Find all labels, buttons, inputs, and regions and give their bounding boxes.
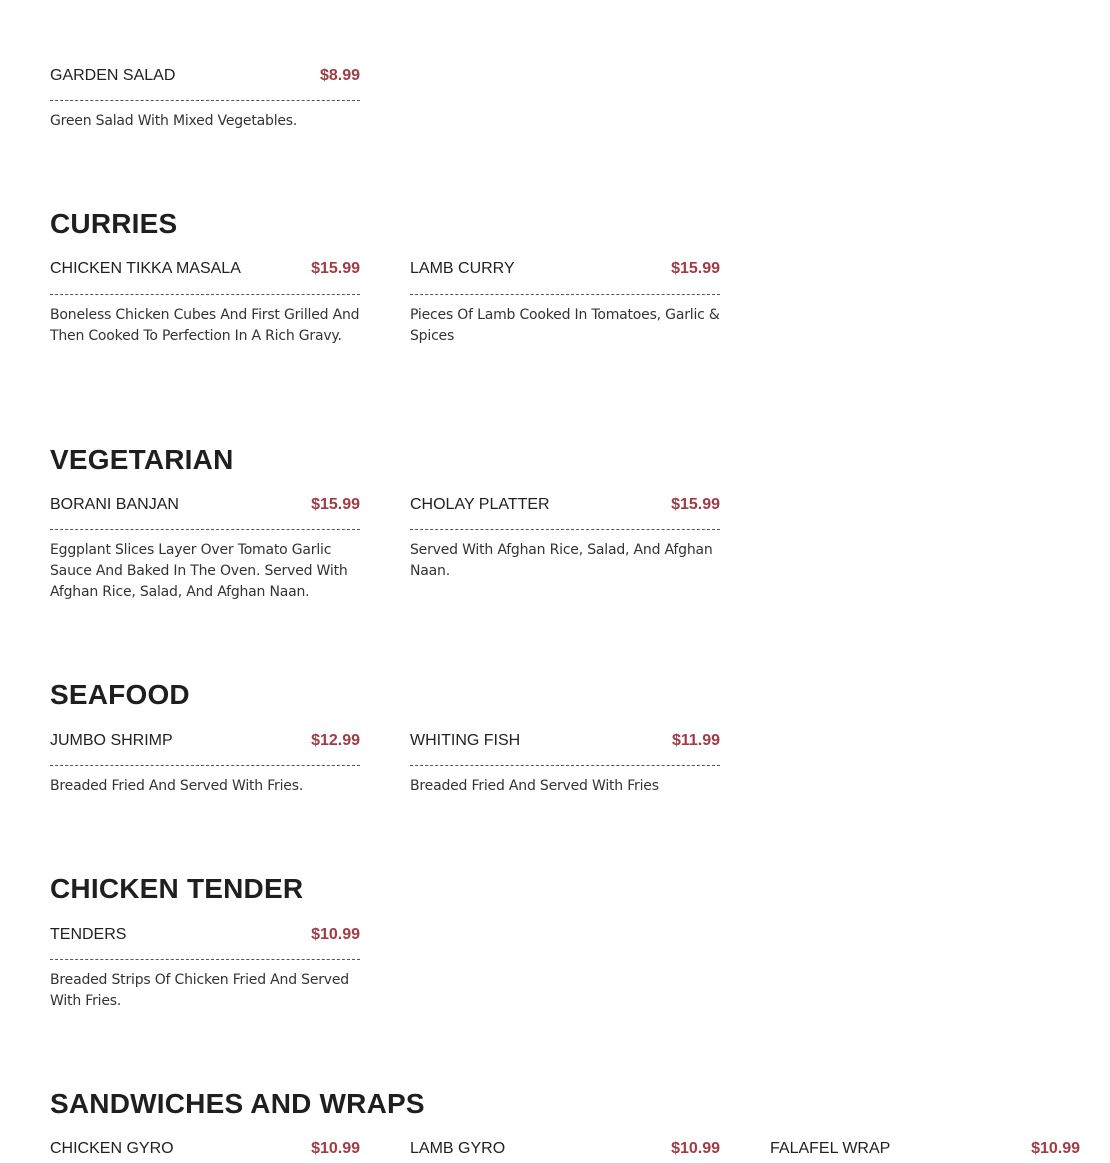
menu-item-name: CHICKEN GYRO xyxy=(50,1140,174,1157)
menu-item-header xyxy=(50,495,360,530)
menu-item-description: Green Salad With Mixed Vegetables. xyxy=(50,113,298,129)
menu-item-header xyxy=(50,259,360,295)
menu-item-lamb-gyro xyxy=(410,1139,720,1163)
menu-item-garden-salad xyxy=(50,66,360,132)
menu-item-price: $10.99 xyxy=(311,926,360,943)
section-title-seafood: SEAFOOD xyxy=(50,679,190,710)
menu-item-lamb-curry xyxy=(410,259,720,347)
menu-item-price: $15.99 xyxy=(311,496,360,513)
menu-item-price: $11.99 xyxy=(671,732,720,749)
menu-item-name: TENDERS xyxy=(50,926,127,943)
menu-item-price: $10.99 xyxy=(1031,1140,1080,1157)
menu-item-name: GARDEN SALAD xyxy=(50,67,176,84)
menu-item-price: $8.99 xyxy=(319,67,360,84)
menu-item-header xyxy=(410,495,720,530)
menu-item-price: $12.99 xyxy=(311,732,360,749)
menu-item-name: LAMB GYRO xyxy=(410,1140,506,1157)
menu-item-whiting-fish xyxy=(410,731,720,797)
menu-item-falafel-wrap xyxy=(770,1139,1080,1163)
section-title-vegetarian: VEGETARIAN xyxy=(50,444,234,475)
menu-item-description: Served With Afghan Rice, Salad, And Afghan Naan. xyxy=(410,542,713,579)
menu-item-chicken-gyro xyxy=(50,1139,360,1163)
menu-item-description: Eggplant Slices Layer Over Tomato Garlic Sauce And Baked In The Oven. Served With Afghan Rice, Salad, And Afghan Naan. xyxy=(50,542,348,600)
menu-item-price: $15.99 xyxy=(311,260,360,277)
menu-item-cholay-platter xyxy=(410,495,720,582)
menu-item-header xyxy=(410,259,720,295)
menu-item-price: $10.99 xyxy=(311,1140,360,1157)
menu-item-description: Pieces Of Lamb Cooked In Tomatoes, Garlic & Spices xyxy=(410,307,720,344)
section-title-chicken-tender: CHICKEN TENDER xyxy=(50,873,304,904)
section-title-sandwiches-and-wraps: SANDWICHES AND WRAPS xyxy=(50,1088,425,1119)
menu-item-chicken-tikka-masala xyxy=(50,259,360,347)
menu-item-description: Boneless Chicken Cubes And First Grilled And Then Cooked To Perfection In A Rich Gravy. xyxy=(50,307,360,344)
menu-item-name: JUMBO SHRIMP xyxy=(50,732,173,749)
menu-item-name: CHICKEN TIKKA MASALA xyxy=(50,260,241,277)
menu-item-borani-banjan xyxy=(50,495,360,603)
menu-item-description: Breaded Fried And Served With Fries xyxy=(410,778,659,794)
menu-item-price: $10.99 xyxy=(671,1140,720,1157)
menu-item-description: Breaded Fried And Served With Fries. xyxy=(50,778,304,794)
menu-item-header xyxy=(50,925,360,960)
menu-item-name: LAMB CURRY xyxy=(410,260,515,277)
menu-item-name: CHOLAY PLATTER xyxy=(410,496,550,513)
menu-item-tenders xyxy=(50,925,360,1012)
menu-item-header xyxy=(50,66,360,101)
menu-item-header xyxy=(410,731,720,766)
menu-item-name: BORANI BANJAN xyxy=(50,496,179,513)
menu-item-header xyxy=(50,731,360,766)
menu-item-jumbo-shrimp xyxy=(50,731,360,797)
section-title-curries: CURRIES xyxy=(50,208,178,239)
menu-item-price: $15.99 xyxy=(671,496,720,513)
menu-item-name: WHITING FISH xyxy=(410,732,521,749)
menu-item-description: Breaded Strips Of Chicken Fried And Served With Fries. xyxy=(50,972,349,1009)
menu-item-price: $15.99 xyxy=(671,260,720,277)
menu-item-name: FALAFEL WRAP xyxy=(770,1140,891,1157)
